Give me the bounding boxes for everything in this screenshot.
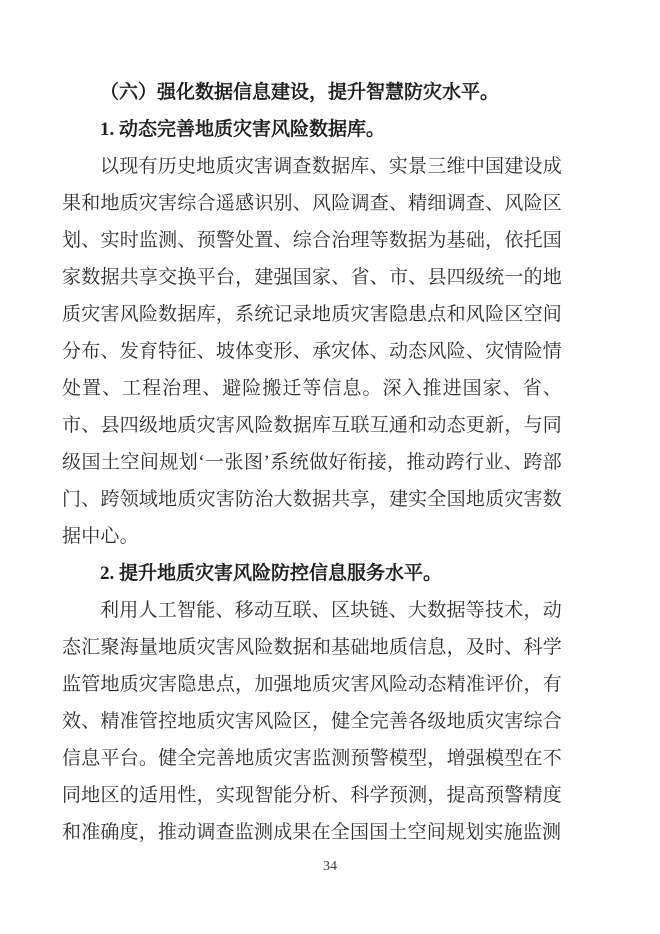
subsection-2-heading: 2. 提升地质灾害风险防控信息服务水平。: [100, 563, 443, 584]
subsection-2-paragraph: 利用人工智能、移动互联、区块链、大数据等技术，动态汇聚海量地质灾害风险数据和基础地质信息，及时、科学监管地质灾害隐患点，加强地质灾害风险动态精准评价，有效、精准管控地质灾害风险区，健全完善各级地质灾害综合信息平台。健全完善地质灾害监测预警模型，增强模型在不同地区的适用性，实现智能分析、科学预测，提高预警精度和准确度，推动调查监测成果在全国国土空间规划实施监测: [62, 600, 562, 843]
subsection-1-heading: 1. 动态完善地质灾害风险数据库。: [100, 119, 386, 140]
document-body: [62, 74, 562, 851]
subsection-1-paragraph: 以现有历史地质灾害调查数据库、实景三维中国建设成果和地质灾害综合遥感识别、风险调查、精细调查、风险区划、实时监测、预警处置、综合治理等数据为基础，依托国家数据共享交换平台，建强国家、省、市、县四级统一的地质灾害风险数据库，系统记录地质灾害隐患点和风险区空间分布、发育特征、坡体变形、承灾体、动态风险、灾情险情处置、工程治理、避险搬迁等信息。深入推进国家、省、市、县四级地质灾害风险数据库互联互通和动态更新，与同级国土空间规划‘一张图’系统做好衔接，推动跨行业、跨部门、跨领域地质灾害防治大数据共享，建实全国地质灾害数据中心。: [62, 156, 562, 547]
page-number: 34: [323, 859, 337, 874]
section-heading: （六）强化数据信息建设，提升智慧防灾水平。: [100, 82, 500, 103]
